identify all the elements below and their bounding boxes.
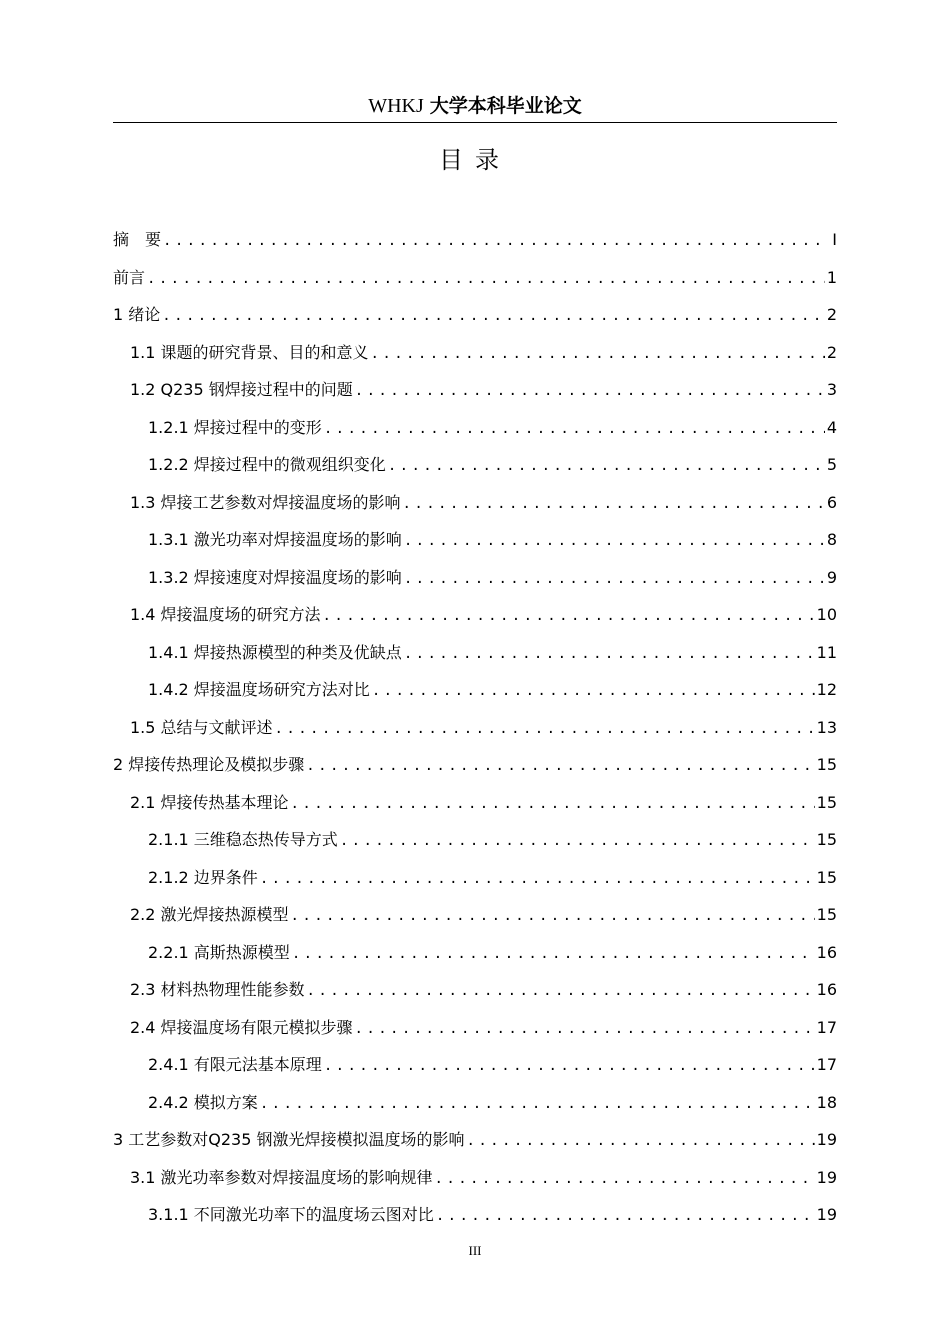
toc-entry-page: 16 [816, 980, 837, 999]
toc-dot-leader [435, 1161, 815, 1199]
toc-entry-title: 2.1.1 三维稳态热传导方式 [148, 830, 338, 849]
toc-entry[interactable] [113, 521, 837, 559]
toc-entry-page: 9 [826, 567, 837, 587]
toc-dot-leader [260, 861, 815, 899]
toc-dot-leader [307, 973, 815, 1011]
toc-entry-title: 1.3.2 焊接速度对焊接温度场的影响 [148, 567, 402, 587]
toc-dot-leader [162, 298, 825, 336]
toc-entry-page: 11 [816, 642, 837, 662]
toc-entry-page: 1 [826, 267, 837, 287]
toc-entry-page: 13 [816, 717, 837, 737]
toc-entry-page: 18 [816, 1092, 837, 1112]
page-title: 目录 [439, 146, 511, 174]
toc-dot-leader [388, 448, 825, 486]
toc-dot-leader [371, 336, 825, 374]
toc-entry[interactable] [113, 371, 837, 409]
toc-entry-title: 3.1.1 不同激光功率下的温度场云图对比 [148, 1205, 434, 1224]
toc-entry[interactable] [113, 709, 837, 747]
toc-dot-leader [323, 598, 815, 636]
toc-entry-title: 2.4.1 有限元法基本原理 [148, 1055, 322, 1074]
toc-dot-leader [324, 1048, 815, 1086]
toc-dot-leader [355, 373, 825, 411]
toc-entry[interactable] [113, 596, 837, 634]
toc-dot-leader [372, 673, 815, 711]
toc-entry-page: 10 [816, 605, 837, 624]
header-institution-code: WHKJ [368, 95, 424, 117]
toc-entry[interactable] [113, 296, 837, 334]
toc-entry-page: 17 [816, 1055, 837, 1074]
toc-entry-title: 2.4 焊接温度场有限元模拟步骤 [130, 1017, 353, 1037]
toc-entry-page: 16 [816, 942, 837, 962]
toc-entry[interactable] [113, 746, 837, 784]
toc-entry[interactable] [113, 1196, 837, 1234]
toc-entry-page: 17 [816, 1017, 837, 1037]
toc-dot-leader [291, 786, 815, 824]
toc-entry-page: 15 [816, 830, 837, 849]
toc-entry-title: 1.4.2 焊接温度场研究方法对比 [148, 680, 370, 699]
toc-dot-leader [403, 486, 825, 524]
toc-dot-leader [436, 1198, 815, 1236]
toc-entry-page: 2 [826, 342, 837, 362]
toc-entry[interactable] [113, 821, 837, 859]
toc-dot-leader [404, 636, 815, 674]
toc-entry-page: 12 [816, 680, 837, 699]
toc-entry-title: 1.1 课题的研究背景、目的和意义 [130, 342, 369, 362]
toc-entry[interactable] [113, 484, 837, 522]
toc-dot-leader [355, 1011, 815, 1049]
toc-entry-title: 2.1 焊接传热基本理论 [130, 792, 289, 812]
toc-entry-title: 1.2.2 焊接过程中的微观组织变化 [148, 455, 386, 474]
toc-entry-page: 3 [826, 380, 837, 399]
toc-entry-page: 19 [816, 1167, 837, 1187]
toc-entry-page: 19 [816, 1205, 837, 1224]
toc-entry-title: 1.2.1 焊接过程中的变形 [148, 417, 322, 437]
toc-entry-title: 1.3 焊接工艺参数对焊接温度场的影响 [130, 492, 401, 512]
toc-entry-title: 1.3.1 激光功率对焊接温度场的影响 [148, 530, 402, 549]
toc-entry-page: 4 [826, 417, 837, 437]
toc-dot-leader [275, 711, 815, 749]
toc-entry[interactable] [113, 634, 837, 672]
toc-entry[interactable] [113, 1159, 837, 1197]
toc-dot-leader [147, 261, 825, 299]
toc-entry-title: 3.1 激光功率参数对焊接温度场的影响规律 [130, 1167, 433, 1187]
table-of-contents [113, 221, 837, 1234]
toc-entry-page: I [832, 230, 837, 249]
toc-entry-title: 2.3 材料热物理性能参数 [130, 980, 305, 999]
toc-entry-title: 2.1.2 边界条件 [148, 867, 258, 887]
toc-entry[interactable] [113, 934, 837, 972]
toc-entry[interactable] [113, 859, 837, 897]
toc-entry[interactable] [113, 784, 837, 822]
toc-dot-leader [306, 748, 814, 786]
toc-entry-title: 1.2 Q235 钢焊接过程中的问题 [130, 380, 353, 399]
header-document-type: 大学本科毕业论文 [429, 95, 582, 117]
toc-entry[interactable] [113, 1121, 837, 1159]
toc-dot-leader [404, 561, 825, 599]
toc-entry-page: 2 [826, 305, 837, 324]
toc-entry-title: 1.5 总结与文献评述 [130, 717, 273, 737]
toc-entry-page: 8 [826, 530, 837, 549]
toc-entry[interactable] [113, 971, 837, 1009]
toc-dot-leader [163, 223, 825, 261]
toc-entry[interactable] [113, 334, 837, 372]
toc-entry-page: 15 [816, 792, 837, 812]
toc-entry[interactable] [113, 409, 837, 447]
toc-dot-leader [324, 411, 825, 449]
toc-entry-page: 19 [816, 1130, 837, 1149]
toc-entry[interactable] [113, 446, 837, 484]
toc-entry[interactable] [113, 1046, 837, 1084]
toc-dot-leader [291, 898, 815, 936]
toc-dot-leader [404, 523, 825, 561]
toc-entry-title: 1 绪论 [113, 305, 161, 324]
toc-dot-leader [467, 1123, 815, 1161]
toc-entry[interactable] [113, 671, 837, 709]
toc-entry[interactable] [113, 221, 837, 259]
toc-entry-title: 摘 要 [113, 230, 162, 249]
toc-entry-title: 1.4 焊接温度场的研究方法 [130, 605, 321, 624]
page-header [113, 92, 837, 122]
toc-entry-title: 2.2.1 高斯热源模型 [148, 942, 290, 962]
toc-entry-page: 6 [826, 492, 837, 512]
page-number: III [468, 1243, 482, 1258]
toc-dot-leader [340, 823, 815, 861]
toc-entry-title: 2 焊接传热理论及模拟步骤 [113, 755, 305, 774]
toc-entry-page: 15 [816, 867, 837, 887]
toc-dot-leader [260, 1086, 815, 1124]
toc-entry[interactable] [113, 1084, 837, 1122]
toc-entry[interactable] [113, 259, 837, 297]
toc-entry[interactable] [113, 1009, 837, 1047]
toc-dot-leader [292, 936, 815, 974]
toc-entry[interactable] [113, 896, 837, 934]
toc-entry[interactable] [113, 559, 837, 597]
toc-entry-page: 5 [826, 455, 837, 474]
toc-entry-title: 前言 [113, 267, 146, 287]
toc-entry-title: 2.2 激光焊接热源模型 [130, 905, 289, 924]
toc-entry-page: 15 [816, 905, 837, 924]
toc-entry-title: 3 工艺参数对Q235 钢激光焊接模拟温度场的影响 [113, 1130, 465, 1149]
toc-entry-title: 1.4.1 焊接热源模型的种类及优缺点 [148, 642, 402, 662]
toc-entry-page: 15 [816, 755, 837, 774]
toc-entry-title: 2.4.2 模拟方案 [148, 1092, 258, 1112]
header-rule [113, 122, 837, 123]
